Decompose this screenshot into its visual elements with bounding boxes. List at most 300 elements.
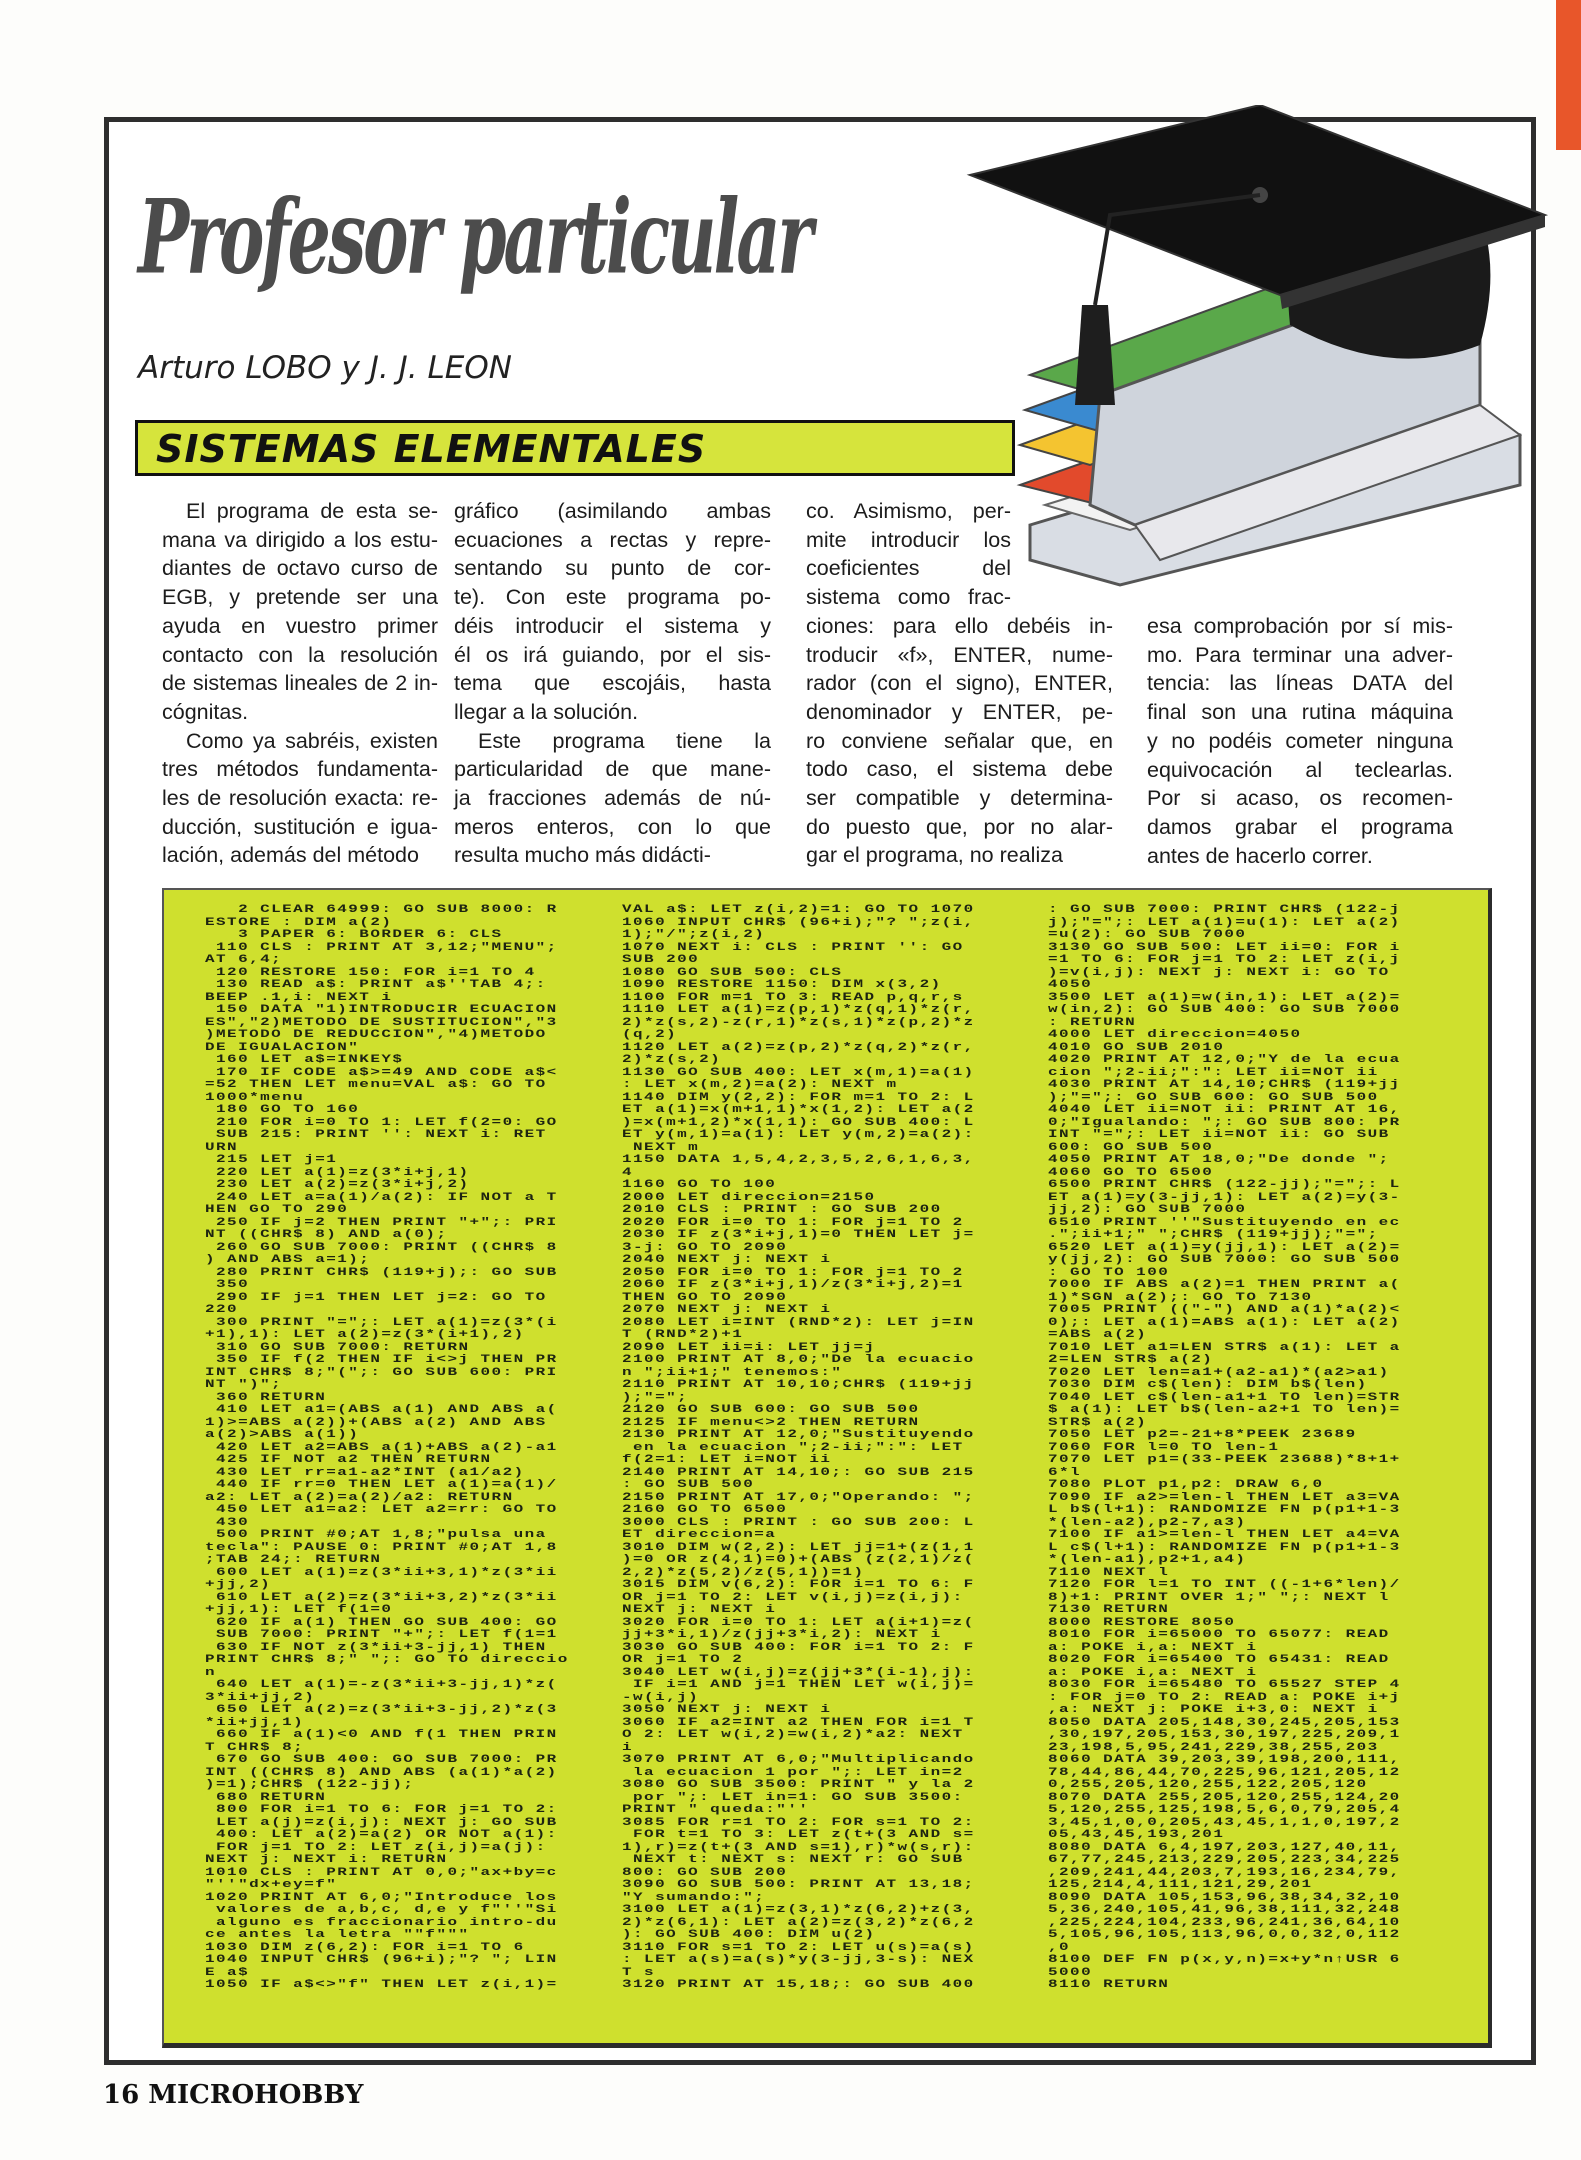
listing-line: 7005 PRINT (("-") AND a(1)*a(2)< [1048,1304,1401,1316]
listing-line: 650 LET a(2)=z(3*ii+3-jj,2)*z(3 [205,1704,558,1716]
listing-line: 7030 DIM c$(len): DIM b$(len) [1048,1379,1368,1391]
text-line: les de resolución exacta: re- [162,786,438,811]
listing-line: T CHR$ 8; [205,1741,305,1754]
listing-line: 120 RESTORE 150: FOR i=1 TO 4 [205,966,536,979]
listing-line: : GO SUB 500 [622,1479,755,1491]
listing-line: 8030 FOR i=65480 TO 65527 STEP 4 [1048,1679,1401,1691]
listing-line: 2100 PRINT AT 8,0;"De la ecuacio [622,1354,975,1366]
listing-line: 1070 NEXT i: CLS : PRINT '': GO [622,941,964,954]
listing-line: 250 IF j=2 THEN PRINT "+";: PRI [205,1216,558,1229]
listing-line: 350 [205,1279,250,1291]
listing-line: 2130 PRINT AT 12,0;"Sustituyendo [622,1429,975,1441]
listing-line: 290 IF j=1 THEN LET j=2: GO TO [205,1291,547,1304]
listing-line: w(in,2): GO SUB 400: GO SUB 7000 [1048,1004,1401,1016]
listing-column-3 [1048,904,1401,1992]
listing-line: 2000 LET direccion=2150 [622,1191,876,1204]
listing-line: ES","2)METODO DE SUSTITUCION","3 [205,1016,558,1029]
text-line: equivocación al teclearlas. [1147,757,1453,782]
listing-line: 215 LET j=1 [205,1154,338,1166]
listing-line: a(2)>ABS a(1)) [205,1429,360,1441]
text-line: esa comprobación por sí mis- [1147,614,1453,638]
listing-line: );"=";: GO SUB 600: GO SUB 500 [1048,1091,1379,1104]
listing-line: 5000 [1048,1966,1093,1979]
text-line: diantes de octavo curso de [162,556,438,581]
listing-line: ET a(1)=x(m+1,1)*x(1,2): LET a(2 [622,1104,975,1116]
listing-line: 0,255,205,120,255,122,205,120 [1048,1779,1368,1791]
listing-line: 160 LET a$=INKEY$ [205,1054,404,1066]
listing-line: 400: LET a(2)=a(2) OR NOT a(1): [205,1829,558,1841]
listing-line: 4 [622,1166,634,1179]
listing-line: 6510 PRINT ''"Sustituyendo en ec [1048,1216,1401,1229]
listing-line: NEXT m [622,1141,700,1154]
listing-line: j);"=";: LET a(1)=u(1): LET a(2) [1048,916,1401,929]
listing-line: STR$ a(2) [1048,1416,1148,1429]
text-line: ja fracciones además de nú- [454,786,771,811]
listing-line: 210 FOR i=0 TO 1: LET f(2=0: GO [205,1116,558,1129]
text-line: coeficientes del [806,556,1011,581]
listing-line: 1140 DIM y(2,2): FOR m=1 TO 2: L [622,1091,975,1104]
listing-line: 1160 GO TO 100 [622,1179,777,1191]
listing-line: 3030 GO SUB 400: FOR i=1 TO 2: F [622,1641,975,1654]
listing-line: 7090 IF a2>=len-l THEN LET a3=VA [1048,1491,1401,1504]
listing-line: 3085 FOR r=1 TO 2: FOR s=1 TO 2: [622,1816,975,1829]
text-line: gráfico (asimilando ambas [454,499,771,523]
listing-line: 7100 IF a1>=len-l THEN LET a4=VA [1048,1529,1401,1541]
text-line: todo caso, el sistema debe [806,757,1113,782]
listing-line: 8090 DATA 105,153,96,38,34,32,10 [1048,1891,1401,1904]
listing-line: 4050 PRINT AT 18,0;"De donde "; [1048,1154,1390,1166]
listing-line: ce antes la letra ""f""" [205,1929,470,1941]
listing-line: 2)*z(s,2)-z(r,1)*z(s,1)*z(p,2)*z [622,1016,975,1029]
listing-line: IF i=1 AND j=1 THEN LET w(i,j)= [622,1679,975,1691]
text-line: Por si acaso, os recomen- [1147,786,1453,811]
listing-line: 3060 IF a2=INT a2 THEN FOR i=1 T [622,1716,975,1729]
page-footer: 16 MICROHOBBY [103,2080,364,2110]
listing-line: 3-j: GO TO 2090 [622,1241,788,1254]
listing-line: 2030 IF z(3*i+j,1)=0 THEN LET j= [622,1229,975,1241]
listing-line: n ";ii+1;" tenemos:" [622,1366,843,1379]
listing-line: T (RND*2)+1 [622,1329,744,1341]
listing-line: 2)*z(6,1): LET a(2)=z(3,2)*z(6,2 [622,1916,975,1929]
listing-line: NEXT j: NEXT i [622,1604,777,1616]
listing-line: 2120 GO SUB 600: GO SUB 500 [622,1404,920,1416]
listing-line: 3070 PRINT AT 6,0;"Multiplicando [622,1754,975,1766]
listing-line: 1110 LET a(1)=z(p,1)*z(q,1)*z(r, [622,1004,975,1016]
listing-line: 1040 INPUT CHR$ (96+i);"? "; LIN [205,1954,558,1966]
listing-line: ;TAB 24;: RETURN [205,1554,382,1566]
listing-line: DE IGUALACION" [205,1041,360,1054]
text-line: troducir «f», ENTER, nume- [806,642,1113,667]
listing-line: L c$(l+1): RANDOMIZE FN p(p1+1-3 [1048,1541,1401,1554]
listing-line: tecla": PAUSE 0: PRINT #0;AT 1,8 [205,1541,558,1554]
listing-line: 1130 GO SUB 400: LET x(m,1)=a(1) [622,1066,975,1079]
program-listing [162,888,1492,2048]
listing-line: NEXT j: NEXT i: RETURN [205,1854,448,1866]
listing-line: 680 RETURN [205,1791,327,1804]
listing-line: 240 LET a=a(1)/a(2): IF NOT a T [205,1191,558,1204]
listing-line: por ";: LET in=1: GO SUB 3500: [622,1791,964,1804]
text-line: resulta mucho más didácti- [454,843,711,868]
listing-line: 1100 FOR m=1 TO 3: READ p,q,r,s [622,991,964,1004]
text-line: Este programa tiene la [478,728,771,753]
listing-line: =1 TO 6: FOR j=1 TO 2: LET z(i,j [1048,954,1401,966]
listing-line: PRINT " queda:"'' [622,1804,810,1816]
listing-line: 300 PRINT "=";: LET a(1)=z(3*(i [205,1316,558,1329]
listing-line: : RETURN [1048,1016,1137,1029]
listing-line: 1030 DIM z(6,2): FOR i=1 TO 6 [205,1941,525,1954]
listing-line: 23,198,5,95,241,229,38,255,203 [1048,1741,1379,1754]
listing-line: 1060 INPUT CHR$ (96+i);"? ";z(i, [622,916,975,929]
listing-line: *(len-a1),p2+1,a4) [1048,1554,1247,1566]
listing-line: 1000*menu [205,1091,305,1104]
listing-line: 2070 NEXT j: NEXT i [622,1304,832,1316]
listing-line: 0;"Igualando: ";: GO SUB 800: PR [1048,1116,1401,1129]
listing-line: 2=LEN STR$ a(2) [1048,1354,1214,1366]
listing-line: E a$ [205,1966,250,1979]
text-line: sistema como frac- [806,585,1011,610]
listing-line: 450 LET a1=a2: LET a2=rr: GO TO [205,1504,558,1516]
text-line: El programa de esta se- [186,499,438,523]
listing-line: +1),1): LET a(2)=z(3*(i+1),2) [205,1329,525,1341]
listing-line: )=v(i,j): NEXT j: NEXT i: GO TO [1048,966,1390,979]
listing-line: SUB 200 [622,954,700,966]
listing-line: 2090 LET ii=i: LET jj=j [622,1341,876,1354]
listing-line: 220 [205,1304,239,1316]
listing-line: 2160 GO TO 6500 [622,1504,788,1516]
listing-line: NT ")"; [205,1379,283,1391]
listing-line: 1);"/";z(i,2) [622,929,766,941]
section-title: SISTEMAS ELEMENTALES [156,427,707,471]
listing-line: 5,120,255,125,198,5,6,0,79,205,4 [1048,1804,1401,1816]
listing-line: i [622,1741,634,1754]
text-line: lación, además del método [162,843,419,868]
listing-line: $ a(1): LET b$(len-a2+1 TO len)= [1048,1404,1401,1416]
listing-line: ,209,241,44,203,7,193,16,234,79, [1048,1866,1401,1879]
page-edge-strip [1556,0,1581,150]
listing-line: 440 IF rr=0 THEN LET a(1)=a(1)/ [205,1479,558,1491]
listing-line: ,a: NEXT j: POKE i+3,0: NEXT i [1048,1704,1379,1716]
listing-line: a: POKE i,a: NEXT i [1048,1666,1258,1679]
listing-line: 8000 RESTORE 8050 [1048,1616,1236,1629]
listing-line: 05,43,45,193,201 [1048,1829,1225,1841]
text-line: ecuaciones a rectas y repre- [454,527,771,552]
listing-line: 8110 RETURN [1048,1979,1170,1991]
listing-line: 8080 DATA 6,4,197,203,127,40,11, [1048,1841,1401,1854]
text-line: tema que escojáis, hasta [454,671,771,696]
listing-line: URN [205,1141,239,1154]
listing-line: 3130 GO SUB 500: LET ii=0: FOR i [1048,941,1401,954]
listing-line: 800 FOR i=1 TO 6: FOR j=1 TO 2: [205,1804,558,1816]
listing-line: ,0 [1048,1941,1071,1954]
listing-line: 3110 FOR s=1 TO 2: LET u(s)=a(s) [622,1941,975,1954]
listing-line: *(len-a2),p2-7,a3) [1048,1516,1247,1529]
listing-line: 8050 DATA 205,148,30,245,205,153 [1048,1716,1401,1729]
text-line: mana va dirigido a los estu- [162,527,438,552]
listing-line: ET y(m,1)=a(1): LET y(m,2)=a(2): [622,1129,975,1141]
listing-line: : GO TO 100 [1048,1266,1170,1279]
article-column-2 [454,497,771,870]
text-line: final son una rutina máquina [1147,700,1453,725]
text-line: de sistemas lineales de 2 in- [162,671,438,696]
listing-line: 3020 FOR i=0 TO 1: LET a(i+1)=z( [622,1616,975,1629]
listing-line: 610 LET a(2)=z(3*ii+3,2)*z(3*ii [205,1591,558,1604]
listing-line: 7040 LET c$(len-a1+1 TO len)=STR [1048,1391,1401,1404]
listing-column-2 [622,904,975,1992]
listing-line: 150 DATA "1)INTRODUCIR ECUACION [205,1004,558,1016]
listing-line: ): GO SUB 400: DIM u(2) [622,1929,876,1941]
listing-line: 4020 PRINT AT 12,0;"Y de la ecua [1048,1054,1401,1066]
text-line: rador (con el signo), ENTER, [806,671,1113,696]
listing-line: =ABS a(2) [1048,1329,1148,1341]
listing-line: 2 CLEAR 64999: GO SUB 8000: R [205,904,558,916]
listing-line: +jj,2) [205,1579,272,1591]
listing-line: 3 PAPER 6: BORDER 6: CLS [205,929,503,941]
listing-line: 2,2)*z(5,2)/z(5,1))=1) [622,1566,865,1579]
listing-line: 2150 PRINT AT 17,0;"Operando: "; [622,1491,975,1504]
listing-line: 6500 PRINT CHR$ (122-jj);"=";: L [1048,1179,1401,1191]
text-line: antes de hacerlo correr. [1147,843,1373,868]
listing-line: 600: GO SUB 500 [1048,1141,1214,1154]
article-column-4 [1147,612,1453,870]
text-line: EGB, y pretende ser una [162,585,438,610]
listing-line: 180 GO TO 160 [205,1104,360,1116]
listing-line: 2125 IF menu<>2 THEN RETURN [622,1416,920,1429]
listing-line: 7130 RETURN [1048,1604,1170,1616]
listing-line: 640 LET a(1)=-z(3*ii+3-jj,1)*z( [205,1679,558,1691]
text-line: co. Asimismo, per- [806,499,1011,523]
listing-line: 360 RETURN [205,1391,327,1404]
listing-line: : GO SUB 7000: PRINT CHR$ (122-j [1048,904,1401,916]
listing-line: 410 LET a1=(ABS a(1) AND ABS a( [205,1404,558,1416]
listing-line: 2)*z(s,2) [622,1054,722,1066]
listing-line: LET a(j)=z(i,j): NEXT j: GO SUB [205,1816,558,1829]
listing-line: 430 [205,1516,250,1529]
section-banner [135,420,1015,476]
listing-line: 7120 FOR l=1 TO INT ((-1+6*len)/ [1048,1579,1401,1591]
listing-line: VAL a$: LET z(i,2)=1: GO TO 1070 [622,904,975,916]
listing-line: 800: GO SUB 200 [622,1866,788,1879]
text-line: él os irá guiando, por el sis- [454,642,771,667]
article-title: Profesor particular [138,178,811,298]
listing-line: 1050 IF a$<>"f" THEN LET z(i,1)= [205,1979,558,1991]
listing-line: 170 IF CODE a$>=49 AND CODE a$< [205,1066,558,1079]
listing-line: 7050 LET p2=-21+8*PEEK 23689 [1048,1429,1357,1441]
text-line: ducción, sustitución e igua- [162,814,438,839]
listing-line: 310 GO SUB 7000: RETURN [205,1341,470,1354]
text-line: ciones: para ello debéis in- [806,613,1113,638]
listing-line: 500 PRINT #0;AT 1,8;"pulsa una [205,1529,547,1541]
listing-line: 7110 NEXT l [1048,1566,1170,1579]
listing-line: =52 THEN LET menu=VAL a$: GO TO [205,1079,547,1091]
listing-line: =u(2): GO SUB 7000 [1048,929,1247,941]
listing-line: ET direccion=a [622,1529,777,1541]
listing-line: 4010 GO SUB 2010 [1048,1041,1225,1054]
article-column-3 [806,497,1113,870]
listing-line: 3500 LET a(1)=w(in,1): LET a(2)= [1048,991,1401,1004]
listing-line: ,30,197,205,153,30,197,225,209,1 [1048,1729,1401,1741]
listing-line: )=0 OR z(4,1)=0)+(ABS (z(2,1)/z( [622,1554,975,1566]
article-column-1 [162,497,438,870]
listing-line: 1020 PRINT AT 6,0;"Introduce los [205,1891,558,1904]
listing-line: : FOR j=0 TO 2: READ a: POKE i+j [1048,1691,1401,1704]
listing-line: 6520 LET a(1)=y(jj,1): LET a(2)= [1048,1241,1401,1254]
listing-line: 425 IF NOT a2 THEN RETURN [205,1454,492,1466]
listing-line: 2110 PRINT AT 10,10;CHR$ (119+jj [622,1379,975,1391]
listing-line: ESTORE : DIM a(2) [205,916,393,929]
listing-line: *ii+jj,1) [205,1716,305,1729]
listing-line: 7060 FOR l=0 TO len-1 [1048,1441,1280,1454]
listing-line: 2010 CLS : PRINT : GO SUB 200 [622,1204,942,1216]
article-authors: Arturo LOBO y J. J. LEON [138,350,512,386]
text-line: déis introducir el sistema y [454,613,771,638]
listing-line: NT ((CHR$ 8) AND a(0); [205,1229,448,1241]
listing-line: : LET x(m,2)=a(2): NEXT m [622,1079,898,1091]
listing-line: HEN GO TO 290 [205,1204,349,1216]
listing-line: +jj,1): LET f(1=0 [205,1604,393,1616]
listing-line: 8020 FOR i=65400 TO 65431: READ [1048,1654,1390,1666]
listing-line: FOR j=1 TO 2: LET z(i,j)=a(j): [205,1841,547,1854]
listing-line: 5,105,96,105,113,96,0,0,32,0,112 [1048,1929,1401,1941]
listing-line: 3010 DIM w(2,2): LET jj=1+(z(1,1 [622,1541,975,1554]
listing-line: 78,44,86,44,70,225,96,121,205,12 [1048,1766,1401,1779]
listing-line: 230 LET a(2)=z(3*i+j,2) [205,1179,470,1191]
listing-line: 0);: LET a(1)=ABS a(1): LET a(2) [1048,1316,1401,1329]
listing-line: L b$(l+1): RANDOMIZE FN p(p1+1-3 [1048,1504,1401,1516]
listing-line: OR j=1 TO 2 [622,1654,744,1666]
text-line: te). Con este programa po- [454,585,771,610]
text-line: do puesto que, por no alar- [806,814,1113,839]
text-line: llegar a la solución. [454,699,639,724]
text-line: tres métodos fundamenta- [162,757,438,782]
listing-line: AT 6,4; [205,954,283,966]
listing-line: la ecuacion 1 por ";: LET in=2 [622,1766,964,1779]
listing-line: : LET a(s)=a(s)*y(3-jj,3-s): NEX [622,1954,975,1966]
listing-line: ) AND ABS a=1); [205,1254,371,1266]
listing-line: 7000 IF ABS a(2)=1 THEN PRINT a( [1048,1279,1401,1291]
listing-line: 1120 LET a(2)=z(p,2)*z(q,2)*z(r, [622,1041,975,1054]
listing-line: 2140 PRINT AT 14,10;: GO SUB 215 [622,1466,975,1479]
listing-line: "''"dx+ey=f" [205,1879,338,1891]
text-line: ro conviene señalar que, en [806,728,1113,753]
listing-line: );"="; [622,1391,689,1404]
listing-line: 280 PRINT CHR$ (119+j);: GO SUB [205,1266,558,1279]
text-line: damos grabar el programa [1147,814,1453,839]
listing-line: 7020 LET len=a1+(a2-a1)*(a2>a1) [1048,1366,1390,1379]
listing-line: FOR t=1 TO 3: LET z(t+(3 AND s= [622,1829,975,1841]
listing-line: 3015 DIM v(6,2): FOR i=1 TO 6: F [622,1579,975,1591]
listing-line: valores de a,b,c, d,e y f"''"Si [205,1904,558,1916]
listing-line: 1150 DATA 1,5,4,2,3,5,2,6,1,6,3, [622,1154,975,1166]
listing-line: 600 LET a(1)=z(3*ii+3,1)*z(3*ii [205,1566,558,1579]
listing-line: SUB 215: PRINT '': NEXT i: RET [205,1129,547,1141]
listing-line: 125,214,4,111,121,29,201 [1048,1879,1313,1891]
listing-line: INT "=";: LET ii=NOT ii: GO SUB [1048,1129,1390,1141]
text-line: mo. Para terminar una adver- [1147,642,1453,667]
listing-line: 3050 NEXT j: NEXT i [622,1704,832,1716]
listing-line: 5,36,240,105,41,96,38,111,32,248 [1048,1904,1401,1916]
listing-line: 4040 LET ii=NOT ii: PRINT AT 16, [1048,1104,1401,1116]
listing-line: .";ii+1;" ";CHR$ (119+jj);"="; [1048,1229,1379,1241]
listing-line: -w(i,j) [622,1691,700,1704]
listing-line: 1)*SGN a(2);: GO TO 7130 [1048,1291,1313,1304]
listing-line: 1)>=ABS a(2))+(ABS a(2) AND ABS [205,1416,547,1429]
listing-line: 220 LET a(1)=z(3*i+j,1) [205,1166,470,1179]
listing-line: T s [622,1966,656,1979]
listing-line: a: POKE i,a: NEXT i [1048,1641,1258,1654]
text-line: y no podéis cometer ninguna [1147,728,1453,753]
listing-line: cion ";2-ii;":": LET ii=NOT ii [1048,1066,1379,1079]
listing-line: O 2: LET w(i,2)=w(i,2)*a2: NEXT [622,1729,964,1741]
listing-line: n [205,1666,217,1679]
listing-line: 660 IF a(1)<0 AND f(1 THEN PRIN [205,1729,558,1741]
listing-line: 2080 LET i=INT (RND*2): LET j=IN [622,1316,975,1329]
listing-line: THEN GO TO 2090 [622,1291,788,1304]
text-line: contacto con la resolución [162,642,438,667]
listing-line: 3100 LET a(1)=z(3,1)*z(6,2)+z(3, [622,1904,975,1916]
listing-line: "Y sumando:"; [622,1891,766,1904]
listing-line: 8060 DATA 39,203,39,198,200,111, [1048,1754,1401,1766]
listing-line: alguno es fraccionario intro-du [205,1916,558,1929]
text-line: cógnitas. [162,699,249,724]
listing-line: 4050 [1048,979,1093,991]
listing-line: 2050 FOR i=0 TO 1: FOR j=1 TO 2 [622,1266,964,1279]
listing-line: 3,45,1,0,0,205,43,45,1,1,0,197,2 [1048,1816,1401,1829]
listing-line: 260 GO SUB 7000: PRINT ((CHR$ 8 [205,1241,558,1254]
listing-line: 420 LET a2=ABS a(1)+ABS a(2)-a1 [205,1441,558,1454]
text-line: Como ya sabréis, existen [186,728,438,753]
listing-line: 3120 PRINT AT 15,18;: GO SUB 400 [622,1979,975,1991]
listing-line: (q,2) [622,1029,678,1041]
listing-line: 350 IF f(2 THEN IF i<>j THEN PR [205,1354,558,1366]
listing-line: NEXT t: NEXT s: NEXT r: GO SUB [622,1854,964,1866]
listing-line: 67,77,245,213,229,205,223,34,225 [1048,1854,1401,1866]
listing-line: 3*ii+jj,2) [205,1691,316,1704]
text-line: sentando su punto de cor- [454,556,771,581]
listing-line: 1),r)=z(t+(3 AND s=1),r)*w(s,r): [622,1841,975,1854]
listing-line: )METODO DE REDUCCION","4)METODO [205,1029,547,1041]
listing-line: SUB 7000: PRINT "+";: LET f(1=1 [205,1629,558,1641]
listing-line: )=1);CHR$ (122-jj); [205,1779,415,1791]
text-line: meros enteros, con lo que [454,814,771,839]
listing-line: 3000 CLS : PRINT : GO SUB 200: L [622,1516,975,1529]
text-line: ser compatible y determina- [806,786,1113,811]
listing-line: f(2=1: LET i=NOT ii [622,1454,832,1466]
listing-line: 7080 PLOT p1,p2: DRAW 6,0 [1048,1479,1324,1491]
text-line: particularidad de que mane- [454,757,771,782]
listing-line: INT ((CHR$ 8) AND ABS (a(1)*a(2) [205,1766,558,1779]
listing-line: BEEP .1,i: NEXT i [205,991,393,1004]
listing-line: 1090 RESTORE 1150: DIM x(3,2) [622,979,942,991]
listing-line: 8100 DEF FN p(x,y,n)=x+y*n↑USR 6 [1048,1954,1401,1966]
listing-line: 630 IF NOT z(3*ii+3-jj,1) THEN [205,1641,547,1654]
listing-line: INT CHR$ 8;"(";: GO SUB 600: PRI [205,1366,558,1379]
listing-line: ET a(1)=y(3-jj,1): LET a(2)=y(3- [1048,1191,1401,1204]
listing-line: 1010 CLS : PRINT AT 0,0;"ax+by=c [205,1866,558,1879]
listing-line: 620 IF a(1) THEN GO SUB 400: GO [205,1616,558,1629]
listing-line: 130 READ a$: PRINT a$''TAB 4;: [205,979,547,991]
listing-line: 110 CLS : PRINT AT 3,12;"MENU"; [205,941,558,954]
listing-line: 1080 GO SUB 500: CLS [622,966,843,979]
listing-line: 3090 GO SUB 500: PRINT AT 13,18; [622,1879,975,1891]
listing-line: )=x(m+1,2)*x(1,1): GO SUB 400: L [622,1116,975,1129]
listing-line: 4030 PRINT AT 14,10;CHR$ (119+jj [1048,1079,1401,1091]
listing-line: y(jj,2): GO SUB 7000: GO SUB 500 [1048,1254,1401,1266]
text-line: ayuda en vuestro primer [162,613,438,638]
listing-line: en la ecuacion ";2-ii;":": LET [622,1441,964,1454]
listing-line: PRINT CHR$ 8;" ";: GO TO direccio [205,1654,569,1666]
listing-line: 430 LET rr=a1-a2*INT (a1/a2) [205,1466,525,1479]
listing-line: 7010 LET a1=LEN STR$ a(1): LET a [1048,1341,1401,1354]
